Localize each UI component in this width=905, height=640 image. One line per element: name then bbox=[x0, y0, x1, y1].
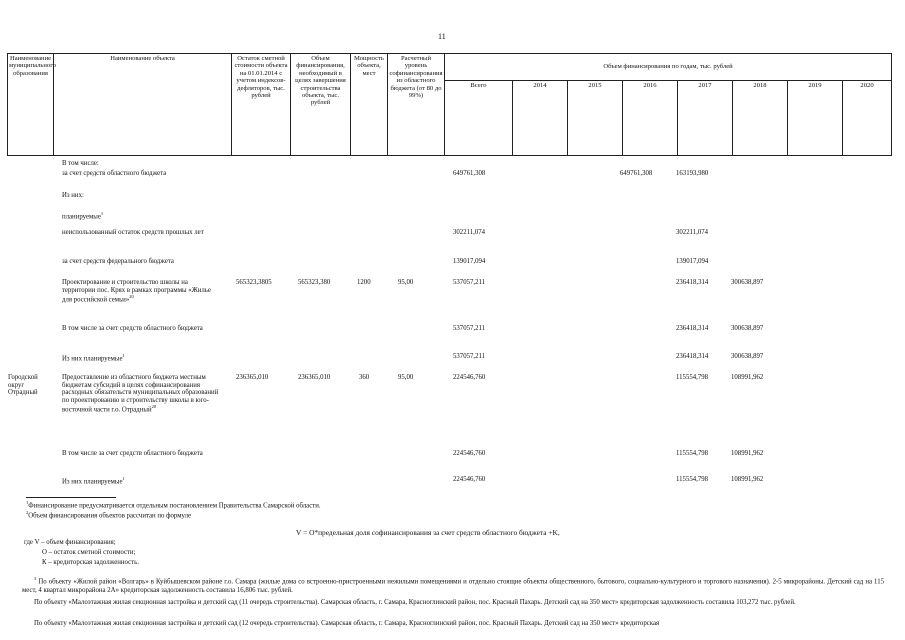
cell-total: 302211,074 bbox=[453, 229, 486, 236]
cell-total: 224546,760 bbox=[453, 476, 486, 483]
cell-rate: 95,00 bbox=[398, 374, 414, 381]
legend-v: где V – объем финансирования; bbox=[24, 539, 116, 546]
cell-capacity: 1200 bbox=[357, 279, 371, 286]
cell-total: 537057,211 bbox=[453, 325, 486, 332]
footnote-1: $^1$Финансирование предусматривается отдельным постановлением Правительства Самарской области. bbox=[26, 500, 321, 510]
row-label: за счет средств областного бюджета bbox=[62, 170, 167, 177]
row-region: Городской округ Отрадный bbox=[8, 374, 38, 397]
row-label: Из них: bbox=[62, 192, 84, 199]
cell-2018: 108991,962 bbox=[731, 450, 764, 457]
cell-2017: 302211,074 bbox=[676, 229, 709, 236]
cell-2017: 236418,314 bbox=[676, 279, 709, 286]
cell-2016: 649761,308 bbox=[620, 170, 653, 177]
row-label: планируемые$^1$ bbox=[62, 211, 104, 221]
header-year-2019: 2019 bbox=[788, 81, 843, 156]
cell-total: 537057,211 bbox=[453, 353, 486, 360]
legend-o: О – остаток сметной стоимости; bbox=[42, 549, 136, 556]
cell-2017: 236418,314 bbox=[676, 325, 709, 332]
header-funding-by-years: Объем финансирования по годам, тыс. рублей bbox=[445, 54, 892, 81]
legend-k: К – кредиторская задолженность. bbox=[42, 559, 139, 566]
row-label: неиспользованный остаток средств прошлых лет bbox=[62, 229, 204, 236]
cell-balance: 565323,3805 bbox=[236, 279, 272, 286]
cell-volume: 565323,380 bbox=[298, 279, 331, 286]
footnote-2: $^2$Объем финансирования объектов рассчитан по формуле bbox=[26, 510, 192, 520]
header-year-2015: 2015 bbox=[568, 81, 623, 156]
page-number: 11 bbox=[438, 32, 446, 41]
row-label: Из них планируемые$^1$ bbox=[62, 353, 125, 363]
cell-2017: 115554,798 bbox=[676, 476, 709, 483]
cell-2017: 139017,094 bbox=[676, 258, 709, 265]
header-year-2018: 2018 bbox=[733, 81, 788, 156]
cell-capacity: 360 bbox=[359, 374, 370, 381]
cell-2018: 300638,897 bbox=[731, 353, 764, 360]
note-3: $^3$ По объекту «Жилой район «Волгарь» в Куйбышевском районе г.о. Самара (жилые дома со встроенно-пристроенными нежилыми помещениями и отдельно стоящие объекты общественного, бытового, социально-культурного и торгового назначения). 2-5 микрорайоны. Детский сад на 115 мест, 4 квартал микрорайона 2А» кредиторская задолженность составила 16,806 тыс. рублей. bbox=[22, 576, 884, 594]
header-region: Наименование муниципального образования bbox=[8, 54, 54, 156]
header-capacity: Мощность объекта, мест bbox=[351, 54, 388, 156]
cell-total: 649761,308 bbox=[453, 170, 486, 177]
cell-2017: 115554,798 bbox=[676, 450, 709, 457]
cell-volume: 236365,010 bbox=[298, 374, 331, 381]
row-label: В том числе за счет средств областного бюджета bbox=[62, 325, 203, 332]
header-year-2016: 2016 bbox=[623, 81, 678, 156]
formula: V = O*предельная доля софинансирования за счет средств областного бюджета +K, bbox=[296, 528, 560, 537]
row-label: за счет средств федерального бюджета bbox=[62, 258, 174, 265]
row-label: В том числе: bbox=[62, 160, 99, 167]
cell-2018: 300638,897 bbox=[731, 279, 764, 286]
note-5: По объекту «Малоэтажная жилая секционная застройка и детский сад (12 очередь строительства). Самарская область, г. Самара, Красноглинский район, пос. Красный Пахарь. Детский сад на 350 мест» кредиторская bbox=[34, 620, 660, 627]
cell-2017: 115554,798 bbox=[676, 374, 709, 381]
row-label: В том числе за счет средств областного бюджета bbox=[62, 450, 203, 457]
cell-2017: 236418,314 bbox=[676, 353, 709, 360]
row-label: Из них планируемые$^1$ bbox=[62, 476, 125, 486]
cell-total: 537057,211 bbox=[453, 279, 486, 286]
row-label: Предоставление из областного бюджета местным бюджетам субсидий в целях софинансирования расходных обязательств муниципальных образований по проектированию и строительству школы в юго-восточной части г.о. Отрадный$^{20}$ bbox=[62, 374, 219, 414]
header-rate: Расчетный уровень софинансирования из областного бюджета (от 80 до 99%) bbox=[388, 54, 445, 156]
cell-total: 224546,760 bbox=[453, 450, 486, 457]
footnote-divider bbox=[26, 497, 116, 498]
header-year-2014: 2014 bbox=[513, 81, 568, 156]
header-year-2017: 2017 bbox=[678, 81, 733, 156]
cell-2018: 108991,962 bbox=[731, 374, 764, 381]
header-volume: Объем финансирования, необходимый в целях завершения строительства объекта, тыс. рублей bbox=[291, 54, 351, 156]
row-label: Проектирование и строительство школы на территории пос. Крях в рамках программы «Жилье для российской семьи»$^{20}$ bbox=[62, 279, 211, 304]
header-year-total: Всего bbox=[445, 81, 513, 156]
cell-balance: 236365,010 bbox=[236, 374, 269, 381]
cell-total: 139017,094 bbox=[453, 258, 486, 265]
header-year-2020: 2020 bbox=[843, 81, 892, 156]
cell-total: 224546,760 bbox=[453, 374, 486, 381]
cell-2018: 300638,897 bbox=[731, 325, 764, 332]
note-4: По объекту «Малоэтажная жилая секционная застройка и детский сад (11 очередь строительства). Самарская область, г. Самара, Красноглинский район, пос. Красный Пахарь. Детский сад на 350 мест» кредиторская задолженность составила 103,272 тыс. рублей. bbox=[34, 599, 796, 606]
header-object: Наименование объекта bbox=[54, 54, 232, 156]
cell-rate: 95,00 bbox=[398, 279, 414, 286]
cell-2017: 163193,980 bbox=[676, 170, 709, 177]
cell-2018: 108991,962 bbox=[731, 476, 764, 483]
financing-table-header bbox=[7, 53, 892, 156]
header-balance: Остаток сметной стоимости объекта на 01.01.2014 с учетом индексов-дефляторов, тыс. рублей bbox=[232, 54, 291, 156]
